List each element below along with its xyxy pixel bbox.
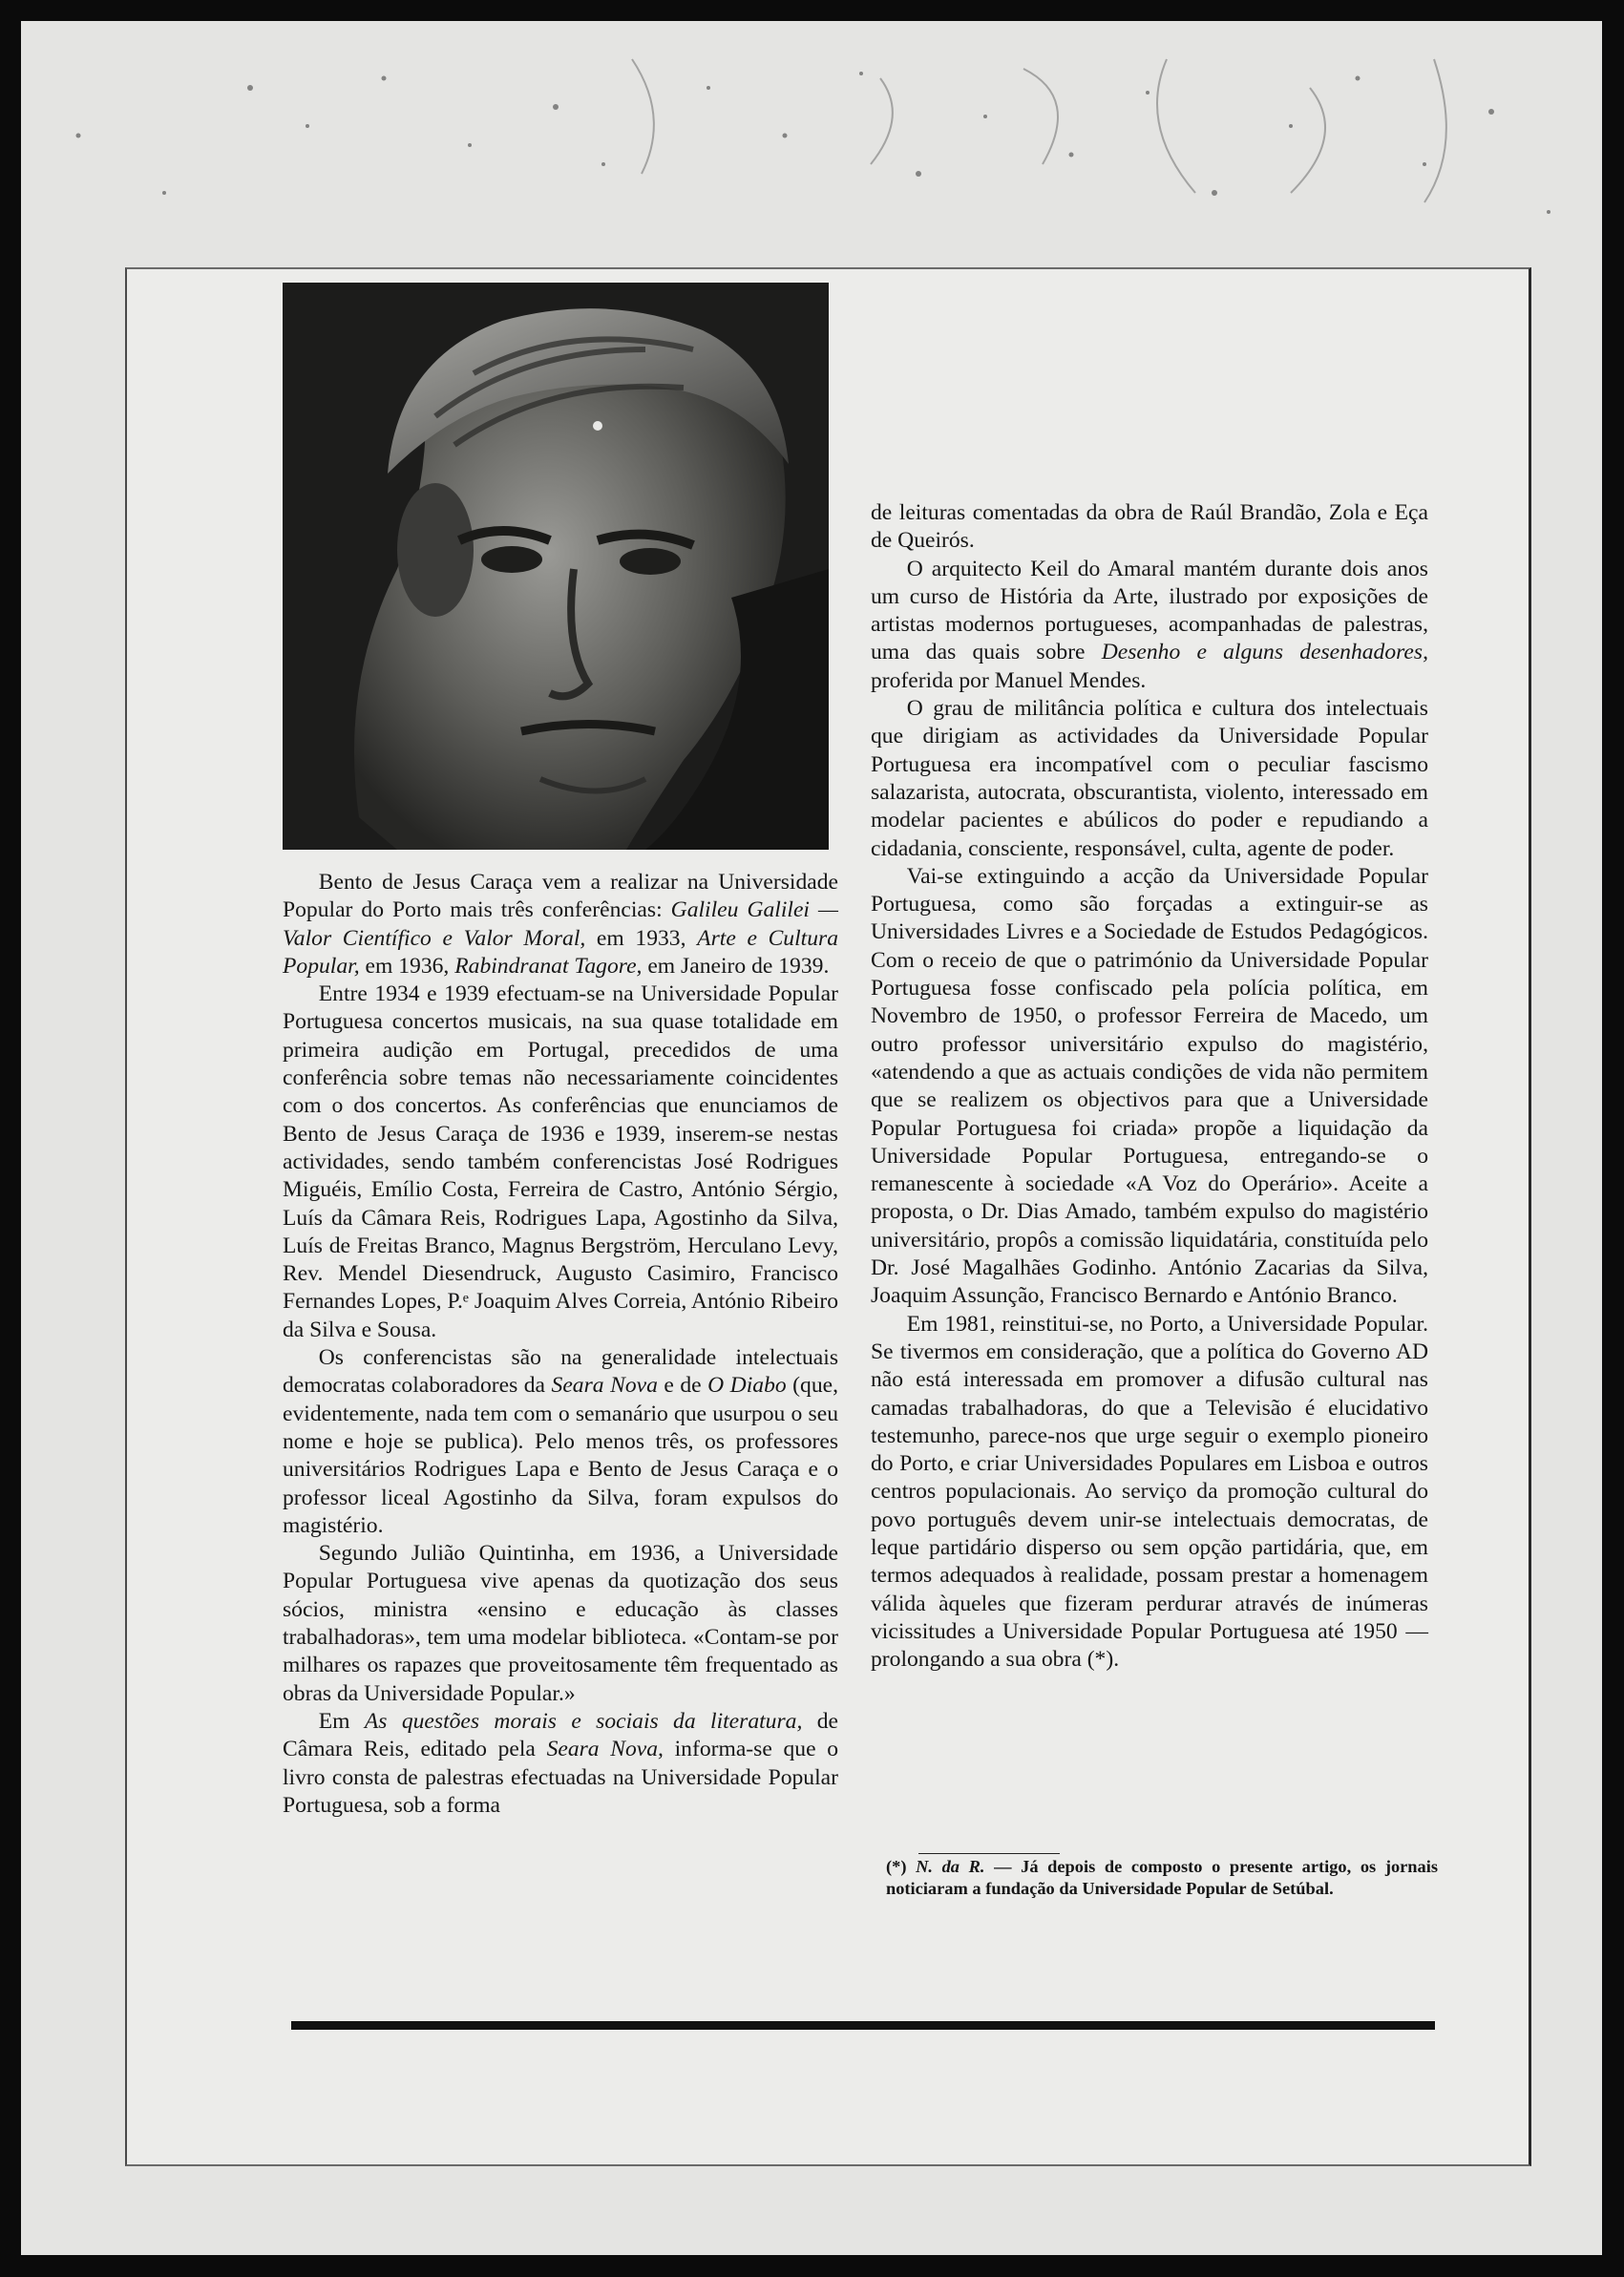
italic-title: Seara Nova bbox=[551, 1373, 658, 1399]
concertos-paragraph: Entre 1934 e 1939 efectuam-se na Universidade Popular Portuguesa concertos musicais, na sua quase totalidade em primeira audição em Portugal, precedidos de uma conferência sobre temas não necessariamente coincidentes com o dos concertos. As conferências que enunciamos de Bento de Jesus Caraça de 1936 e 1939, inserem-se nestas actividades, sendo também conferencistas José Rodrigues Miguéis, Emílio Costa, Ferreira de Castro, António Sérgio, Luís da Câmara Reis, Rodrigues Lapa, Agostinho da Silva, Luís de Freitas Branco, Magnus Bergström, Herculano Levy, Rev. Mendel Diesendruck, Augusto Casimiro, Francisco Fernandes Lopes, P.ᵉ Joaquim Alves Correia, António Ribeiro da Silva e Sousa. bbox=[283, 981, 838, 1342]
portrait-bust-image bbox=[283, 283, 829, 850]
militancia-paragraph: O grau de militância política e cultura dos intelectuais que dirigiam as actividades da Universidade Popular Portuguesa era incompatível com o peculiar fascismo salazarista, autocrata, obscurantista, violento, interessado em modelar pacientes e abúlicos do poder e repudiando a cidadania, consciente, responsável, culta, agente de poder. bbox=[871, 696, 1428, 861]
text-run: e de bbox=[657, 1373, 708, 1399]
footnote-label: N. da R. bbox=[916, 1857, 985, 1876]
text-run: Bento de Jesus Caraça vem a realizar na Universidade Popular do Porto mais três conferências: bbox=[283, 870, 838, 923]
italic-title: O Diabo bbox=[707, 1373, 787, 1399]
questoes-paragraph bbox=[283, 1708, 838, 1820]
keil-paragraph bbox=[871, 556, 1428, 695]
caption-paragraph bbox=[283, 869, 838, 980]
text-run: (que, evidentemente, nada tem com o semanário que usurpou o seu nome e hoje se publica). Pelo menos três, os professores universitários Rodrigues Lapa e Bento de Jesus Caraça e o professor liceal Agostinho da Silva, foram expulsos do magistério. bbox=[283, 1373, 838, 1538]
text-run: Em bbox=[318, 1708, 365, 1734]
conferencistas-paragraph bbox=[283, 1344, 838, 1540]
italic-title: Seara Nova, bbox=[546, 1737, 664, 1762]
text-run: em Janeiro de 1939. bbox=[642, 953, 830, 979]
italic-title: Desenho e alguns desenhadores, bbox=[1101, 640, 1428, 665]
italic-title: Arte e Cultura Popular, bbox=[283, 925, 838, 979]
footnote-mark: (*) bbox=[886, 1857, 907, 1876]
extincao-paragraph: Vai-se extinguindo a acção da Universidade Popular Portuguesa, como são forçadas a extinguir-se as Universidades Livres e a Sociedade de Estudos Pedagógicos. Com o receio de que o património da Universidade Popular Portuguesa fosse confiscado pela polícia política, em Novembro de 1950, o professor Ferreira de Macedo, um outro professor universitário expulso do magistério, «atendendo a que as actuais condições de vida não permitem que se realizem os objectivos para que a Universidade Popular Portuguesa foi criada» propõe a liquidação da Universidade Popular Portuguesa, entregando-se o remanescente à sociedade «A Voz do Operário». Aceite a proposta, o Dr. Dias Amado, também expulso do magistério universitário, propôs a comissão liquidatária, constituída pelo Dr. José Magalhães Godinho. António Zacarias da Silva, Joaquim Assunção, Francisco Bernardo e António Branco. bbox=[871, 863, 1428, 1309]
scanner-noise bbox=[21, 21, 1602, 269]
italic-title: As questões morais e sociais da literatura, bbox=[364, 1708, 803, 1734]
footnote bbox=[886, 1856, 1438, 1900]
text-run: Os conferencistas são na generalidade intelectuais democratas colaboradores da bbox=[283, 1345, 838, 1399]
portrait-photo bbox=[283, 283, 829, 850]
quintinha-paragraph: Segundo Julião Quintinha, em 1936, a Universidade Popular Portuguesa vive apenas da quotização dos seus sócios, ministra «ensino e educação às classes trabalhadoras», tem uma modelar biblioteca. «Contam-se por milhares os rapazes que proveitosamente têm frequentado as obras da Universidade Popular.» bbox=[283, 1541, 838, 1706]
right-column bbox=[871, 499, 1428, 1674]
text-run: de Câmara Reis, editado pela bbox=[283, 1708, 838, 1762]
text-run: em 1933, bbox=[585, 925, 698, 951]
continuation-paragraph: de leituras comentadas da obra de Raúl Brandão, Zola e Eça de Queirós. bbox=[871, 500, 1428, 554]
italic-title: Galileu Galilei — Valor Científico e Valor Moral, bbox=[283, 897, 838, 951]
reinstituicao-paragraph: Em 1981, reinstitui-se, no Porto, a Universidade Popular. Se tivermos em consideração, que a política do Governo AD não está interessada em promover a difusão cultural nas camadas trabalhadoras, do que a Televisão é elucidativo testemunho, parece-nos que urge seguir o exemplo pioneiro do Porto, e criar Universidades Populares em Lisboa e outros centros populacionais. Ao serviço da promoção cultural do povo português devem unir-se intelectuais democratas, de leque partidário disperso ou sem opção partidária, que, em termos adequados à realidade, possam prestar a homenagem válida àqueles que fizeram perdurar através de inúmeras vicissitudes a Universidade Popular Portuguesa até 1950 — prolongando a sua obra (*). bbox=[871, 1311, 1428, 1673]
text-run: O arquitecto Keil do Amaral mantém durante dois anos um curso de História da Arte, ilustrado por exposições de artistas modernos portugueses, acompanhadas de palestras, uma das quais sobre bbox=[871, 556, 1428, 665]
bottom-rule bbox=[291, 2021, 1435, 2030]
footnote-rule bbox=[918, 1853, 1060, 1854]
italic-title: Rabindranat Tagore, bbox=[454, 953, 643, 979]
text-run: informa-se que o livro consta de palestras efectuadas na Universidade Popular Portuguesa, sob a forma bbox=[283, 1737, 838, 1818]
text-run: proferida por Manuel Mendes. bbox=[871, 667, 1147, 693]
footnote-text: — Já depois de composto o presente artigo, os jornais noticiaram a fundação da Universidade Popular de Setúbal. bbox=[886, 1857, 1438, 1898]
left-column bbox=[283, 869, 838, 1820]
text-run: em 1936, bbox=[359, 953, 455, 979]
